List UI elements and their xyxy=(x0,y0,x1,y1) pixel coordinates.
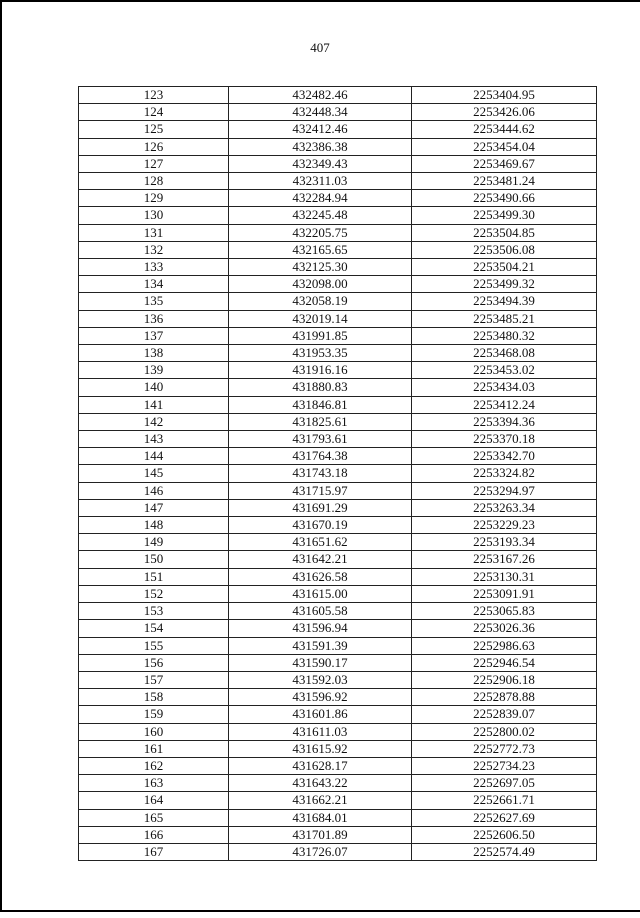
point-number-cell: 159 xyxy=(79,706,229,723)
table-row xyxy=(79,482,597,499)
point-number-cell: 166 xyxy=(79,826,229,843)
table-row xyxy=(79,706,597,723)
y-coordinate-cell: 2253504.21 xyxy=(412,259,597,276)
x-coordinate-cell: 431715.97 xyxy=(229,482,412,499)
y-coordinate-cell: 2253468.08 xyxy=(412,345,597,362)
x-coordinate-cell: 431953.35 xyxy=(229,345,412,362)
table-row xyxy=(79,431,597,448)
point-number-cell: 141 xyxy=(79,396,229,413)
y-coordinate-cell: 2252697.05 xyxy=(412,775,597,792)
point-number-cell: 129 xyxy=(79,190,229,207)
y-coordinate-cell: 2253370.18 xyxy=(412,431,597,448)
x-coordinate-cell: 431643.22 xyxy=(229,775,412,792)
y-coordinate-cell: 2253490.66 xyxy=(412,190,597,207)
y-coordinate-cell: 2253091.91 xyxy=(412,585,597,602)
table-row xyxy=(79,568,597,585)
table-row xyxy=(79,551,597,568)
point-number-cell: 150 xyxy=(79,551,229,568)
table-row xyxy=(79,224,597,241)
y-coordinate-cell: 2253263.34 xyxy=(412,499,597,516)
y-coordinate-cell: 2252734.23 xyxy=(412,757,597,774)
y-coordinate-cell: 2253454.04 xyxy=(412,138,597,155)
point-number-cell: 146 xyxy=(79,482,229,499)
point-number-cell: 123 xyxy=(79,87,229,104)
table-row xyxy=(79,310,597,327)
x-coordinate-cell: 431793.61 xyxy=(229,431,412,448)
table-row xyxy=(79,620,597,637)
y-coordinate-cell: 2253065.83 xyxy=(412,603,597,620)
point-number-cell: 145 xyxy=(79,465,229,482)
table-row xyxy=(79,413,597,430)
table-row xyxy=(79,87,597,104)
table-row xyxy=(79,104,597,121)
x-coordinate-cell: 431825.61 xyxy=(229,413,412,430)
point-number-cell: 133 xyxy=(79,259,229,276)
point-number-cell: 127 xyxy=(79,155,229,172)
table-row xyxy=(79,603,597,620)
y-coordinate-cell: 2253394.36 xyxy=(412,413,597,430)
x-coordinate-cell: 432482.46 xyxy=(229,87,412,104)
point-number-cell: 151 xyxy=(79,568,229,585)
table-row xyxy=(79,689,597,706)
point-number-cell: 131 xyxy=(79,224,229,241)
y-coordinate-cell: 2253499.30 xyxy=(412,207,597,224)
table-row xyxy=(79,534,597,551)
x-coordinate-cell: 431615.00 xyxy=(229,585,412,602)
point-number-cell: 163 xyxy=(79,775,229,792)
table-row xyxy=(79,775,597,792)
y-coordinate-cell: 2252627.69 xyxy=(412,809,597,826)
point-number-cell: 152 xyxy=(79,585,229,602)
point-number-cell: 147 xyxy=(79,499,229,516)
coordinates-table-body xyxy=(79,87,597,861)
point-number-cell: 155 xyxy=(79,637,229,654)
y-coordinate-cell: 2253342.70 xyxy=(412,448,597,465)
point-number-cell: 149 xyxy=(79,534,229,551)
table-row xyxy=(79,345,597,362)
point-number-cell: 162 xyxy=(79,757,229,774)
table-row xyxy=(79,121,597,138)
point-number-cell: 143 xyxy=(79,431,229,448)
point-number-cell: 124 xyxy=(79,104,229,121)
y-coordinate-cell: 2253434.03 xyxy=(412,379,597,396)
x-coordinate-cell: 431916.16 xyxy=(229,362,412,379)
point-number-cell: 154 xyxy=(79,620,229,637)
y-coordinate-cell: 2252878.88 xyxy=(412,689,597,706)
point-number-cell: 164 xyxy=(79,792,229,809)
table-row xyxy=(79,671,597,688)
x-coordinate-cell: 432165.65 xyxy=(229,241,412,258)
y-coordinate-cell: 2252800.02 xyxy=(412,723,597,740)
table-row xyxy=(79,276,597,293)
point-number-cell: 130 xyxy=(79,207,229,224)
x-coordinate-cell: 431628.17 xyxy=(229,757,412,774)
page-border-top xyxy=(0,0,640,2)
x-coordinate-cell: 432205.75 xyxy=(229,224,412,241)
point-number-cell: 138 xyxy=(79,345,229,362)
table-row xyxy=(79,207,597,224)
page-border-bottom xyxy=(0,910,640,912)
x-coordinate-cell: 431670.19 xyxy=(229,517,412,534)
point-number-cell: 160 xyxy=(79,723,229,740)
point-number-cell: 140 xyxy=(79,379,229,396)
x-coordinate-cell: 432245.48 xyxy=(229,207,412,224)
x-coordinate-cell: 431691.29 xyxy=(229,499,412,516)
table-row xyxy=(79,809,597,826)
table-row xyxy=(79,448,597,465)
y-coordinate-cell: 2252839.07 xyxy=(412,706,597,723)
y-coordinate-cell: 2253026.36 xyxy=(412,620,597,637)
y-coordinate-cell: 2252574.49 xyxy=(412,843,597,860)
point-number-cell: 136 xyxy=(79,310,229,327)
y-coordinate-cell: 2253485.21 xyxy=(412,310,597,327)
table-row xyxy=(79,585,597,602)
table-row xyxy=(79,241,597,258)
y-coordinate-cell: 2253324.82 xyxy=(412,465,597,482)
point-number-cell: 142 xyxy=(79,413,229,430)
table-row xyxy=(79,740,597,757)
table-row xyxy=(79,362,597,379)
y-coordinate-cell: 2253294.97 xyxy=(412,482,597,499)
x-coordinate-cell: 432019.14 xyxy=(229,310,412,327)
x-coordinate-cell: 431662.21 xyxy=(229,792,412,809)
x-coordinate-cell: 431743.18 xyxy=(229,465,412,482)
y-coordinate-cell: 2253504.85 xyxy=(412,224,597,241)
point-number-cell: 153 xyxy=(79,603,229,620)
coordinates-table xyxy=(78,86,597,861)
table-row xyxy=(79,499,597,516)
y-coordinate-cell: 2253506.08 xyxy=(412,241,597,258)
y-coordinate-cell: 2252661.71 xyxy=(412,792,597,809)
point-number-cell: 156 xyxy=(79,654,229,671)
x-coordinate-cell: 431592.03 xyxy=(229,671,412,688)
point-number-cell: 132 xyxy=(79,241,229,258)
y-coordinate-cell: 2252606.50 xyxy=(412,826,597,843)
y-coordinate-cell: 2252986.63 xyxy=(412,637,597,654)
point-number-cell: 158 xyxy=(79,689,229,706)
point-number-cell: 126 xyxy=(79,138,229,155)
y-coordinate-cell: 2253469.67 xyxy=(412,155,597,172)
table-row xyxy=(79,843,597,860)
x-coordinate-cell: 431880.83 xyxy=(229,379,412,396)
x-coordinate-cell: 431846.81 xyxy=(229,396,412,413)
point-number-cell: 134 xyxy=(79,276,229,293)
x-coordinate-cell: 432448.34 xyxy=(229,104,412,121)
table-row xyxy=(79,465,597,482)
table-row xyxy=(79,517,597,534)
point-number-cell: 139 xyxy=(79,362,229,379)
x-coordinate-cell: 432125.30 xyxy=(229,259,412,276)
point-number-cell: 157 xyxy=(79,671,229,688)
x-coordinate-cell: 431615.92 xyxy=(229,740,412,757)
x-coordinate-cell: 431684.01 xyxy=(229,809,412,826)
x-coordinate-cell: 431601.86 xyxy=(229,706,412,723)
y-coordinate-cell: 2252906.18 xyxy=(412,671,597,688)
x-coordinate-cell: 432058.19 xyxy=(229,293,412,310)
y-coordinate-cell: 2252946.54 xyxy=(412,654,597,671)
y-coordinate-cell: 2253444.62 xyxy=(412,121,597,138)
y-coordinate-cell: 2252772.73 xyxy=(412,740,597,757)
x-coordinate-cell: 431651.62 xyxy=(229,534,412,551)
x-coordinate-cell: 431611.03 xyxy=(229,723,412,740)
x-coordinate-cell: 432386.38 xyxy=(229,138,412,155)
point-number-cell: 125 xyxy=(79,121,229,138)
point-number-cell: 135 xyxy=(79,293,229,310)
x-coordinate-cell: 432412.46 xyxy=(229,121,412,138)
table-row xyxy=(79,327,597,344)
table-row xyxy=(79,155,597,172)
table-row xyxy=(79,826,597,843)
x-coordinate-cell: 432284.94 xyxy=(229,190,412,207)
y-coordinate-cell: 2253494.39 xyxy=(412,293,597,310)
table-row xyxy=(79,379,597,396)
y-coordinate-cell: 2253229.23 xyxy=(412,517,597,534)
table-row xyxy=(79,173,597,190)
point-number-cell: 165 xyxy=(79,809,229,826)
x-coordinate-cell: 432311.03 xyxy=(229,173,412,190)
y-coordinate-cell: 2253404.95 xyxy=(412,87,597,104)
x-coordinate-cell: 431596.92 xyxy=(229,689,412,706)
y-coordinate-cell: 2253193.34 xyxy=(412,534,597,551)
point-number-cell: 161 xyxy=(79,740,229,757)
point-number-cell: 137 xyxy=(79,327,229,344)
x-coordinate-cell: 432098.00 xyxy=(229,276,412,293)
y-coordinate-cell: 2253130.31 xyxy=(412,568,597,585)
x-coordinate-cell: 431626.58 xyxy=(229,568,412,585)
x-coordinate-cell: 431764.38 xyxy=(229,448,412,465)
x-coordinate-cell: 431726.07 xyxy=(229,843,412,860)
x-coordinate-cell: 431591.39 xyxy=(229,637,412,654)
table-row xyxy=(79,792,597,809)
y-coordinate-cell: 2253481.24 xyxy=(412,173,597,190)
point-number-cell: 144 xyxy=(79,448,229,465)
point-number-cell: 128 xyxy=(79,173,229,190)
table-row xyxy=(79,396,597,413)
table-row xyxy=(79,654,597,671)
table-row xyxy=(79,723,597,740)
y-coordinate-cell: 2253426.06 xyxy=(412,104,597,121)
x-coordinate-cell: 431605.58 xyxy=(229,603,412,620)
y-coordinate-cell: 2253412.24 xyxy=(412,396,597,413)
x-coordinate-cell: 431596.94 xyxy=(229,620,412,637)
table-row xyxy=(79,138,597,155)
table-row xyxy=(79,637,597,654)
y-coordinate-cell: 2253480.32 xyxy=(412,327,597,344)
x-coordinate-cell: 431642.21 xyxy=(229,551,412,568)
x-coordinate-cell: 432349.43 xyxy=(229,155,412,172)
y-coordinate-cell: 2253167.26 xyxy=(412,551,597,568)
page-border-left xyxy=(0,0,2,912)
x-coordinate-cell: 431701.89 xyxy=(229,826,412,843)
x-coordinate-cell: 431991.85 xyxy=(229,327,412,344)
table-row xyxy=(79,259,597,276)
table-row xyxy=(79,293,597,310)
table-row xyxy=(79,190,597,207)
table-row xyxy=(79,757,597,774)
y-coordinate-cell: 2253499.32 xyxy=(412,276,597,293)
point-number-cell: 167 xyxy=(79,843,229,860)
page-number: 407 xyxy=(310,40,330,55)
y-coordinate-cell: 2253453.02 xyxy=(412,362,597,379)
x-coordinate-cell: 431590.17 xyxy=(229,654,412,671)
point-number-cell: 148 xyxy=(79,517,229,534)
